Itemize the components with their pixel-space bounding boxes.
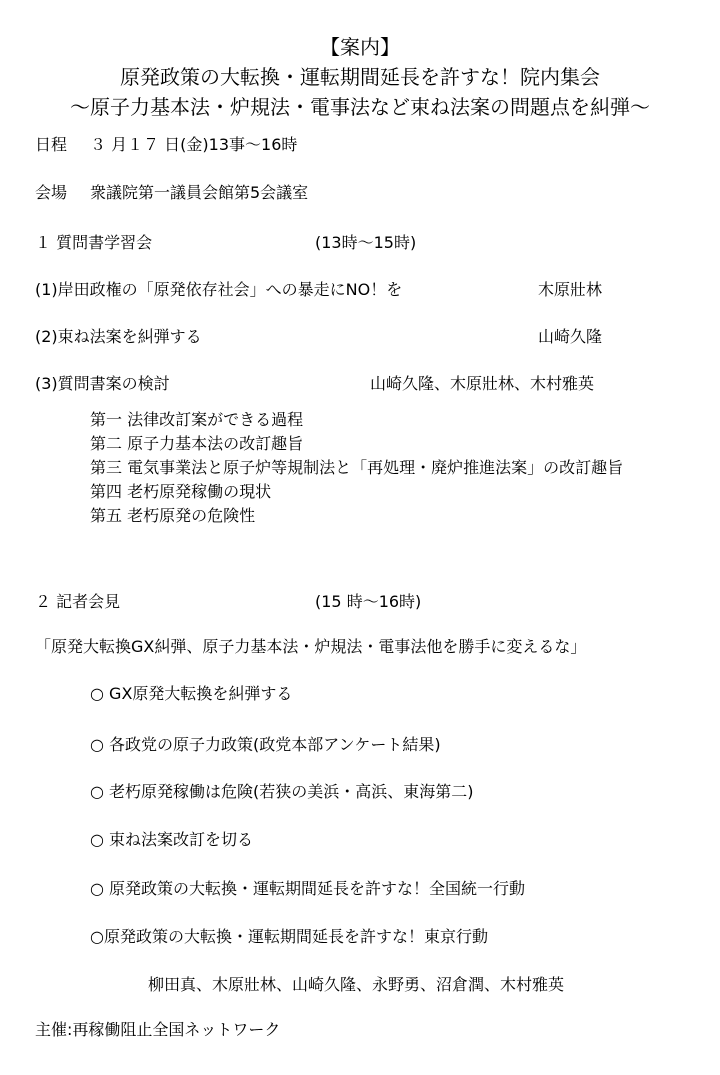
list-item: ○ GX原発大転換を糾弾する (90, 684, 293, 703)
section1-item-3: (3)質問書案の検討 (35, 374, 170, 393)
section1-item-3-speaker: 山崎久隆、木原壯林、木村雅英 (370, 374, 595, 393)
schedule-value: ３ 月１７ 日(金)13事～16時 (90, 135, 298, 154)
section1-heading: １ 質問書学習会 (35, 233, 153, 252)
subitem: 第二 原子力基本法の改訂趣旨 (90, 434, 304, 453)
section2-time: (15 時～16時) (315, 592, 422, 611)
subitem: 第一 法律改訂案ができる過程 (90, 410, 304, 429)
page-title: 原発政策の大転換・運転期間延長を許すな！院内集会 (120, 65, 600, 89)
announcement-label: 【案内】 (320, 35, 400, 59)
press-speakers: 柳田真、木原壯林、山崎久隆、永野勇、沼倉潤、木村雅英 (148, 975, 565, 994)
section1-time: (13時～15時) (315, 233, 417, 252)
section1-item-2-speaker: 山崎久隆 (538, 327, 603, 346)
list-item: ○ 各政党の原子力政策(政党本部アンケート結果) (90, 735, 441, 754)
list-item: ○原発政策の大転換・運転期間延長を許すな！東京行動 (90, 927, 488, 946)
organizer: 主催:再稼働阻止全国ネットワーク (35, 1020, 281, 1039)
section1-item-1-speaker: 木原壯林 (538, 280, 603, 299)
venue-label: 会場 (35, 183, 68, 202)
list-item: ○ 老朽原発稼働は危険(若狭の美浜・高浜、東海第二) (90, 782, 474, 801)
subitem: 第四 老朽原発稼働の現状 (90, 482, 272, 501)
list-item: ○ 原発政策の大転換・運転期間延長を許すな！全国統一行動 (90, 879, 526, 898)
list-item: ○ 束ね法案改訂を切る (90, 830, 254, 849)
section2-slogan: 「原発大転換GX糾弾、原子力基本法・炉規法・電事法他を勝手に変えるな」 (35, 637, 587, 656)
page-subtitle: ～原子力基本法・炉規法・電事法など束ね法案の問題点を糾弾～ (70, 95, 650, 119)
venue-value: 衆議院第一議員会館第5会議室 (90, 183, 309, 202)
subitem: 第五 老朽原発の危険性 (90, 506, 256, 525)
section1-item-1: (1)岸田政権の「原発依存社会」への暴走にNO！を (35, 280, 403, 299)
schedule-label: 日程 (35, 135, 68, 154)
section2-heading: ２ 記者会見 (35, 592, 121, 611)
subitem: 第三 電気事業法と原子炉等規制法と「再処理・廃炉推進法案」の改訂趣旨 (90, 458, 624, 477)
section1-item-2: (2)束ね法案を糾弾する (35, 327, 202, 346)
